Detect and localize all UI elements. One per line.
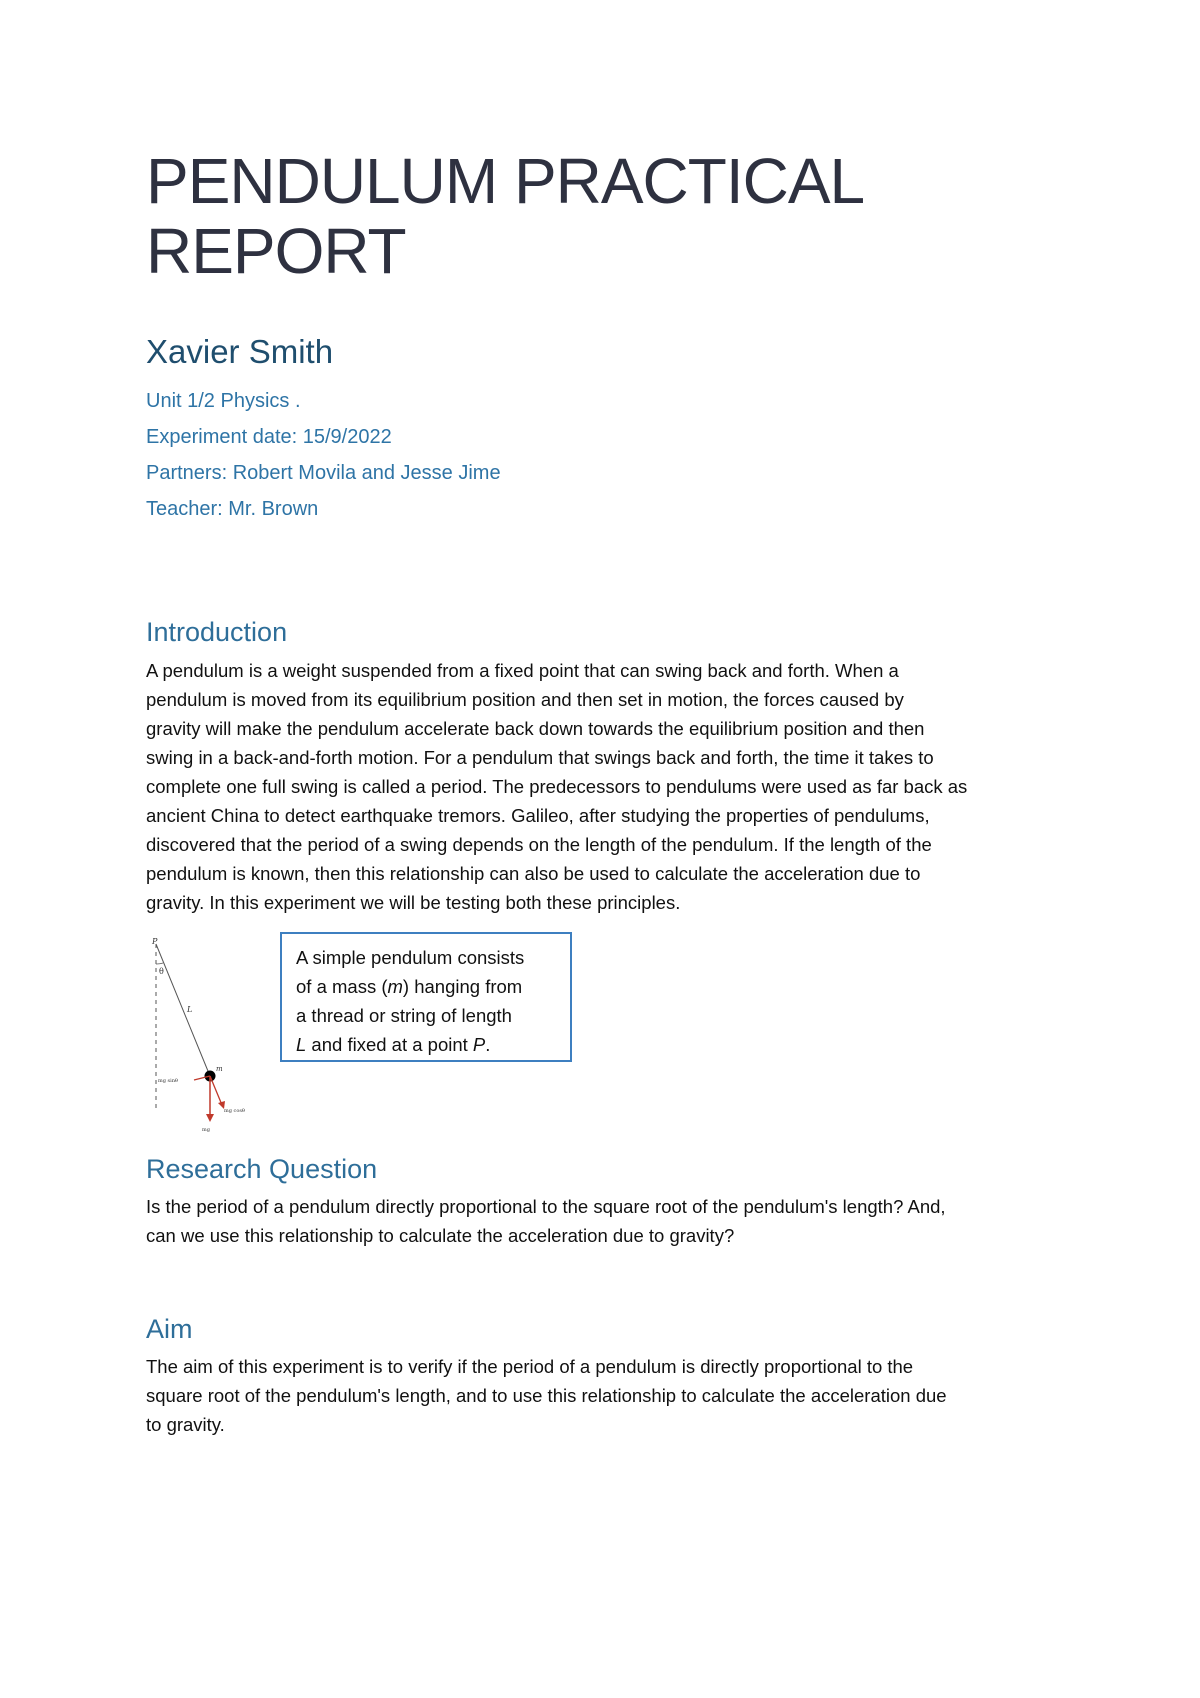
label-length: L [187,1005,193,1014]
intro-line: A pendulum is a weight suspended from a fixed point that can swing back and forth. When a [146,660,899,681]
callout-var-p: P [472,1034,486,1055]
pendulum-string [156,944,210,1076]
title-line-1: PENDULUM PRACTICAL [146,145,865,217]
callout-text: ) hanging from [402,976,523,997]
report-meta [146,383,501,527]
intro-line: pendulum is known, then this relationship can also be used to calculate the acceleration due to [146,863,921,884]
label-weight: mg [202,1127,210,1133]
callout-line [296,1030,556,1059]
callout-var-m: m [387,976,403,997]
intro-line: pendulum is moved from its equilibrium position and then set in motion, the forces caused by [146,689,904,710]
aim-line: to gravity. [146,1414,225,1435]
introduction-text [146,656,1061,917]
research-line: can we use this relationship to calculate the acceleration due to gravity? [146,1225,735,1246]
cos-arrow [210,1076,222,1105]
title-line-2: REPORT [146,215,406,287]
callout-text: and fixed at a point [306,1034,473,1055]
callout-line: A simple pendulum consists [296,947,525,968]
weight-arrowhead [206,1114,214,1122]
pendulum-diagram [144,938,264,1138]
report-title [146,146,1046,286]
intro-line: swing in a back-and-forth motion. For a pendulum that swings back and forth, the time it takes to [146,747,934,768]
meta-partners: Partners: Robert Movila and Jesse Jime [146,462,501,484]
aim-line: square root of the pendulum's length, and to use this relationship to calculate the acceleration due [146,1385,947,1406]
intro-line: discovered that the period of a swing depends on the length of the pendulum. If the length of the [146,834,932,855]
meta-date: Experiment date: 15/9/2022 [146,426,392,448]
research-line: Is the period of a pendulum directly proportional to the square root of the pendulum's length? And, [146,1196,946,1217]
research-question-text [146,1192,1061,1250]
intro-line: complete one full swing is called a period. The predecessors to pendulums were used as far back as [146,776,968,797]
intro-line: gravity will make the pendulum accelerate back down towards the equilibrium position and then [146,718,925,739]
label-mass: m [216,1065,223,1073]
pendulum-definition-callout [280,932,572,1062]
meta-teacher: Teacher: Mr. Brown [146,498,319,520]
callout-line: a thread or string of length [296,1005,512,1026]
callout-var-l: L [296,1034,307,1055]
introduction-heading: Introduction [146,617,288,647]
label-force-cos: mg cosθ [224,1108,245,1114]
author-name: Xavier Smith [146,333,334,370]
callout-line [296,972,556,1001]
callout-text: . [485,1034,491,1055]
intro-line: ancient China to detect earthquake tremors. Galileo, after studying the properties of pendulums, [146,805,930,826]
callout-text: of a mass ( [296,976,388,997]
meta-unit: Unit 1/2 Physics . [146,390,301,412]
intro-line: gravity. In this experiment we will be testing both these principles. [146,892,681,913]
label-force-sin: mg sinθ [158,1078,178,1084]
label-angle: θ [159,967,164,976]
angle-arc [156,963,163,964]
aim-text [146,1352,1061,1439]
label-point: P [152,938,158,946]
research-question-heading: Research Question [146,1154,378,1184]
aim-line: The aim of this experiment is to verify if the period of a pendulum is directly proportional to the [146,1356,914,1377]
aim-heading: Aim [146,1314,193,1344]
